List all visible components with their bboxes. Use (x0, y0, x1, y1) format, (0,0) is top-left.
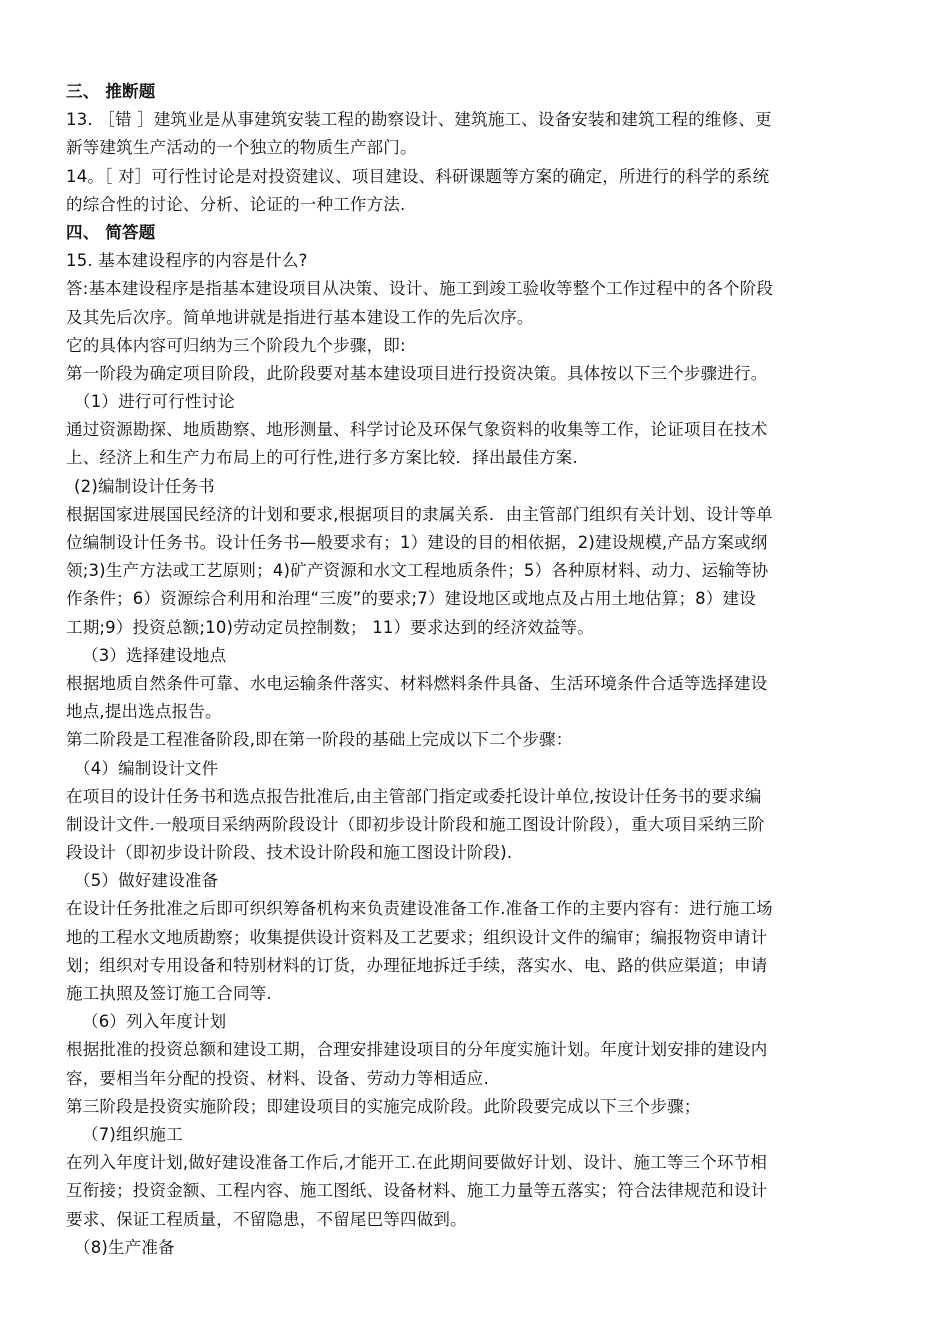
text-line: 通过资源勘探、地质勘察、地形测量、科学讨论及环保气象资料的收集等工作，论证项目在技术 (66, 420, 768, 440)
text-line: 15. 基本建设程序的内容是什么? (66, 251, 308, 271)
text-line: 根据地质自然条件可靠、水电运输条件落实、材料燃料条件具备、生活环境条件合适等选择建设 (66, 673, 768, 693)
text-line: 地的工程水文地质勘察；收集提供设计资料及工艺要求；组织设计文件的编审；编报物资申请计 (66, 927, 768, 947)
text-line: （7)组织施工 (82, 1124, 183, 1144)
text-line: 第二阶段是工程准备阶段,即在第一阶段的基础上完成以下二个步骤： (66, 730, 573, 750)
text-line: 答:基本建设程序是指基本建设项目从决策、设计、施工到竣工验收等整个工作过程中的各个阶段 (66, 279, 774, 299)
text-line: 互衔接；投资金额、工程内容、施工图纸、设备材料、施工力量等五落实；符合法律规范和设计 (66, 1181, 768, 1201)
text-line: 根据批准的投资总额和建设工期，合理安排建设项目的分年度实施计划。年度计划安排的建设内 (66, 1040, 768, 1060)
document-body (66, 78, 888, 1262)
text-line: 地点,提出选点报告。 (66, 702, 222, 722)
text-line: （3）选择建设地点 (82, 645, 227, 665)
text-line: 作条件；6）资源综合利用和治理“三废”的要求;7）建设地区或地点及占用土地估算；8）建设 (66, 589, 756, 609)
text-line: （6）列入年度计划 (82, 1012, 227, 1032)
text-line: 根据国家进展国民经济的计划和要求,根据项目的隶属关系．由主管部门组织有关计划、设计等单 (66, 504, 773, 524)
section-heading: 四、 简答题 (66, 222, 156, 242)
text-line: 14。［ 对］可行性讨论是对投资建议、项目建设、科研课题等方案的确定，所进行的科学的系统 (66, 166, 770, 186)
text-line: 在项目的设计任务书和选点报告批准后,由主管部门指定或委托设计单位,按设计任务书的要求编 (66, 786, 762, 806)
text-line: 施工执照及签订施工合同等. (66, 984, 272, 1003)
section-heading: 三、 推断题 (66, 82, 156, 101)
text-line: 领;3)生产方法或工艺原则；4)矿产资源和水文工程地质条件；5）各种原材料、动力、运输等协 (66, 561, 769, 581)
text-line: 制设计文件.一般项目采纳两阶段设计（即初步设计阶段和施工图设计阶段），重大项目采纳三阶 (66, 814, 765, 834)
text-line: 在设计任务批准之后即可织织筹备机构来负责建设准备工作.准备工作的主要内容有：进行施工场 (66, 899, 773, 919)
text-line: （8)生产准备 (74, 1237, 175, 1257)
text-line: （5）做好建设准备 (74, 871, 219, 891)
text-line: （1）进行可行性讨论 (74, 392, 235, 412)
text-line: 位编制设计任务书。设计任务书—般要求有；1）建设的目的相依据，2)建设规模,产品方案或纲 (66, 533, 768, 552)
text-line: 第三阶段是投资实施阶段；即建设项目的实施完成阶段。此阶段要完成以下三个步骤； (66, 1096, 701, 1116)
text-line: 要求、保证工程质量，不留隐患，不留尾巴等四做到。 (66, 1209, 467, 1229)
text-line: 上、经济上和生产力布局上的可行性,进行多方案比较．择出最佳方案. (66, 448, 578, 468)
text-line: 第一阶段为确定项目阶段，此阶段要对基本建设项目进行投资决策。具体按以下三个步骤进行。 (66, 363, 768, 383)
text-line: 在列入年度计划,做好建设准备工作后,才能开工.在此期间要做好计划、设计、施工等三个环节相 (66, 1153, 768, 1173)
text-line: 划；组织对专用设备和特别材料的订货，办理征地拆迁手续，落实水、电、路的供应渠道；申请 (66, 955, 768, 975)
text-line: 新等建筑生产活动的一个独立的物质生产部门。 (66, 138, 417, 158)
text-line: 的综合性的讨论、分析、论证的一种工作方法. (66, 194, 406, 214)
text-line: (2)编制设计任务书 (74, 476, 215, 496)
text-line: 及其先后次序。简单地讲就是指进行基本建设工作的先后次序。 (66, 307, 534, 327)
text-line: （4）编制设计文件 (74, 758, 219, 778)
text-line: 13. ［错 ］建筑业是从事建筑安装工程的勘察设计、建筑施工、设备安装和建筑工程的维修、更 (66, 110, 772, 130)
text-line: 容，要相当年分配的投资、材料、设备、劳动力等相适应. (66, 1068, 489, 1088)
text-line: 段设计（即初步设计阶段、技术设计阶段和施工图设计阶段). (66, 843, 513, 863)
text-line: 它的具体内容可归纳为三个阶段九个步骤，即: (66, 335, 406, 355)
text-line: 工期;9）投资总额;10)劳动定员控制数； 11）要求达到的经济效益等。 (66, 617, 594, 637)
